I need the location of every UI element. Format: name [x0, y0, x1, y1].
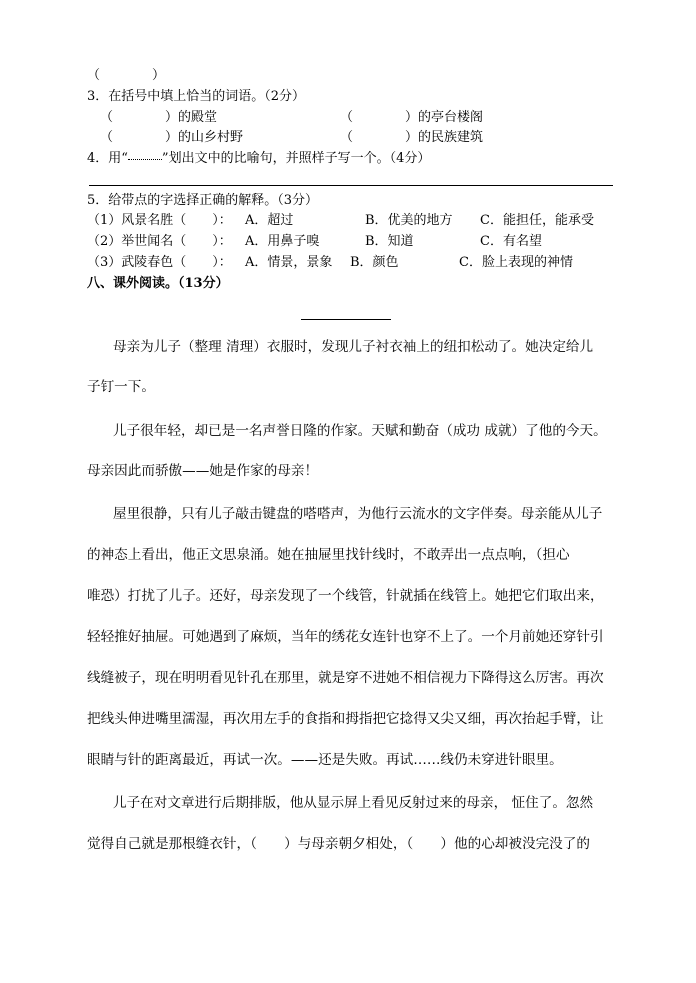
- q5-row-3-option-b: B．颜色: [350, 255, 399, 270]
- q3-item-1: （ ）的殿堂: [100, 110, 218, 125]
- q5-row-1-option-b: B．优美的地方: [365, 213, 453, 228]
- q5-row-2-option-c: C．有名望: [480, 234, 542, 249]
- passage-line-5: 屋里很静，只有儿子敲击键盘的嗒嗒声，为他行云流水的文字伴奏。母亲能从儿子: [113, 506, 603, 522]
- passage-line-7: 唯恐）打扰了儿子。还好，母亲发现了一个线管，针就插在线管上。她把它们取出来，: [87, 588, 604, 604]
- q5-row-2-word: （2）举世闻名（ ）：: [87, 234, 232, 249]
- passage-line-2: 子钉一下。: [87, 379, 155, 395]
- passage-line-8: 轻轻推好抽屉。可她遇到了麻烦，当年的绣花女连针也穿不上了。一个月前她还穿针引: [87, 629, 604, 645]
- section-8-heading: 八、课外阅读。（13分）: [87, 276, 229, 291]
- q5-row-3-word: （3）武陵春色（ ）：: [87, 255, 232, 270]
- passage-line-1: 母亲为儿子（整理 清理）衣服时，发现儿子衬衣袖上的纽扣松动了。她决定给儿: [113, 339, 594, 355]
- question-5-title: 5．给带点的字选择正确的解释。（3分）: [87, 193, 319, 208]
- q4-text-after: ”划出文中的比喻句，并照样子写一个。（4分）: [161, 151, 431, 166]
- passage-line-11: 眼睛与针的距离最近，再试一次。——还是失败。再试……线仍未穿进针眼里。: [87, 752, 563, 768]
- question-4-title: [87, 151, 430, 167]
- answer-line: [89, 185, 613, 186]
- passage-line-13: 觉得自己就是那根缝衣针，（ ）与母亲朝夕相处，（ ）他的心却被没完没了的: [87, 836, 590, 852]
- q5-row-3-option-c: C．脸上表现的神情: [459, 255, 573, 270]
- passage-line-12: 儿子在对文章进行后期排版，他从显示屏上看见反射过来的母亲， 怔住了。忽然: [113, 795, 594, 811]
- passage-line-6: 的神态上看出，他正文思泉涌。她在抽屉里找针线时，不敢弄出一点点响，（担心: [87, 547, 570, 563]
- q3-item-4: （ ）的民族建筑: [340, 130, 484, 145]
- q5-row-1-option-a: A．超过: [245, 213, 294, 228]
- q3-item-3: （ ）的山乡村野: [100, 130, 244, 145]
- q5-row-2-option-b: B．知道: [365, 234, 414, 249]
- title-blank-line: [301, 319, 391, 320]
- q5-row-2-option-a: A．用鼻子嗅: [245, 234, 320, 249]
- q5-row-1-word: （1）风景名胜（ ）：: [87, 213, 232, 228]
- passage-line-10: 把线头伸进嘴里濡湿，再次用左手的食指和拇指把它捻得又尖又细，再次抬起手臂，让: [87, 711, 604, 727]
- passage-line-9: 线缝被子，现在明明看见针孔在那里，就是穿不进她不相信视力下降得这么厉害。再次: [87, 670, 604, 686]
- passage-line-4: 母亲因此而骄傲——她是作家的母亲！: [87, 463, 319, 479]
- answer-parenthesis: （ ）: [87, 68, 166, 83]
- q3-item-2: （ ）的亭台楼阁: [340, 110, 484, 125]
- passage-line-3: 儿子很年轻，却已是一名声誉日隆的作家。天赋和勤奋（成功 成就）了他的今天。: [113, 423, 607, 439]
- q4-text-before: 4．用“: [87, 151, 128, 166]
- q5-row-3-option-a: A．情景，景象: [245, 255, 333, 270]
- wavy-underline-sample: [128, 159, 162, 160]
- q5-row-1-option-c: C．能担任，能承受: [480, 213, 594, 228]
- question-3-title: 3．在括号中填上恰当的词语。（2分）: [87, 89, 306, 104]
